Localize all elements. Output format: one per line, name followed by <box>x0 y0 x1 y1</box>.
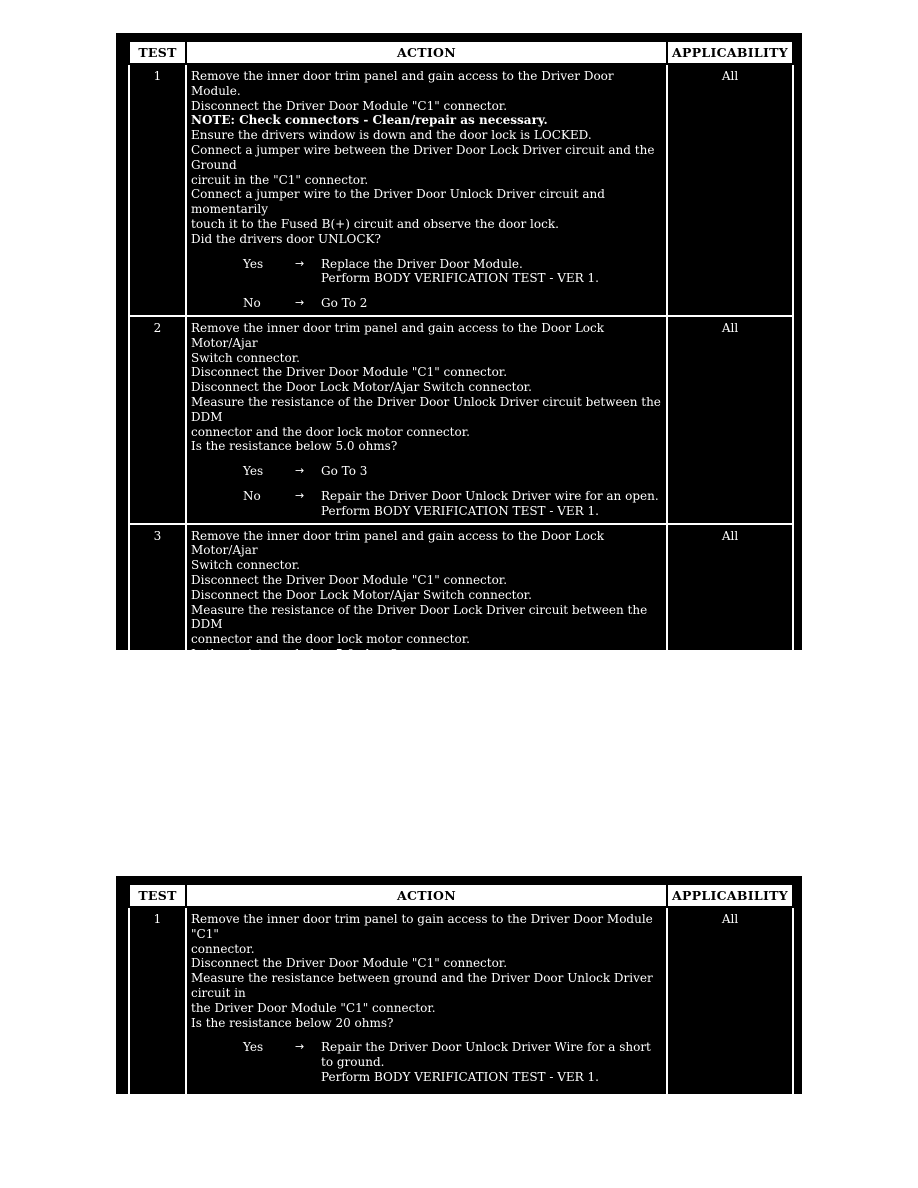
no-action: Repair the Driver Door Lock Driver wire for an open. <box>321 711 645 726</box>
table-row <box>129 316 793 524</box>
question-line: Did the drivers door UNLOCK? <box>191 231 381 246</box>
test-number: 3 <box>129 524 186 746</box>
arrow-icon: → <box>295 296 305 310</box>
table-header-row <box>129 884 793 907</box>
action-line: Measure the resistance between ground and the Driver Door Unlock Driver circuit in <box>191 971 653 1000</box>
action-line: touch it to the Fused B(+) circuit and observe the door lock. <box>191 216 559 231</box>
yes-response <box>243 672 662 702</box>
no-label: No <box>243 488 261 503</box>
action-cell <box>186 64 667 316</box>
action-line: Remove the inner door trim panel and gain access to the Door Lock Motor/Ajar <box>191 320 604 350</box>
action-line: Disconnect the Driver Door Module "C1" connector. <box>191 98 508 113</box>
applicability-cell: All <box>667 64 793 316</box>
table-row <box>129 907 793 1129</box>
test-table <box>128 883 794 1130</box>
table-row <box>129 524 793 746</box>
action-line: Connect a jumper wire between the Driver Door Lock Driver circuit and the Ground <box>191 142 655 172</box>
no-label: No <box>243 296 261 311</box>
yes-verification: Perform BODY VERIFICATION TEST - VER 1. <box>321 686 599 701</box>
applicability-cell: All <box>667 907 793 1129</box>
question-line: Is the resistance below 20 ohms? <box>191 1015 394 1030</box>
no-verification: Perform BODY VERIFICATION TEST - VER 1. <box>321 503 599 518</box>
yes-response <box>243 257 662 287</box>
action-line: Disconnect the Driver Door Module "C1" connector. <box>191 365 508 380</box>
yes-label: Yes <box>243 256 264 271</box>
arrow-icon: → <box>295 1094 305 1108</box>
action-line: Connect a jumper wire to the Driver Door Unlock Driver circuit and momentarily <box>191 187 605 217</box>
action-line: Disconnect the Door Lock Motor/Ajar Switch connector. <box>191 587 532 602</box>
action-line: Measure the resistance of the Driver Door Lock Driver circuit between the DDM <box>191 602 648 632</box>
action-line: Ensure the drivers window is down and the door lock is LOCKED. <box>191 128 592 143</box>
header-action: ACTION <box>186 884 667 907</box>
yes-action: Replace the Door Lock Motor. <box>321 671 504 686</box>
action-line: the Driver Door Module "C1" connector. <box>191 1000 436 1015</box>
arrow-icon: → <box>295 464 305 478</box>
arrow-icon: → <box>295 1040 305 1054</box>
no-response <box>243 296 662 311</box>
diagnostic-table-2 <box>116 876 802 1124</box>
yes-verification: Perform BODY VERIFICATION TEST - VER 1. <box>321 1069 599 1084</box>
yes-response <box>243 1040 662 1084</box>
header-applicability: APPLICABILITY <box>667 884 793 907</box>
applicability-cell: All <box>667 524 793 746</box>
action-cell <box>186 524 667 746</box>
no-label: No <box>243 1094 261 1109</box>
action-line: Disconnect the Driver Door Module "C1" connector. <box>191 572 508 587</box>
header-applicability: APPLICABILITY <box>667 41 793 64</box>
arrow-icon: → <box>295 711 305 725</box>
applicability-cell: All <box>667 316 793 524</box>
header-test: TEST <box>129 41 186 64</box>
yes-action: Repair the Driver Door Unlock Driver Wire for a short to ground. <box>321 1040 651 1070</box>
yes-label: Yes <box>243 464 264 479</box>
action-line: connector. <box>191 941 255 956</box>
question-line: Is the resistance below 5.0 ohms? <box>191 646 398 661</box>
yes-verification: Perform BODY VERIFICATION TEST - VER 1. <box>321 271 599 286</box>
action-line: Switch connector. <box>191 558 300 573</box>
test-number: 1 <box>129 64 186 316</box>
action-line: Disconnect the Driver Door Module "C1" connector. <box>191 956 508 971</box>
action-line: circuit in the "C1" connector. <box>191 172 369 187</box>
no-verification: Perform BODY VERIFICATION TEST - VER 1. <box>321 726 599 741</box>
no-response <box>243 711 662 741</box>
test-number: 1 <box>129 907 186 1129</box>
no-action: Repair the Driver Door Unlock Driver wire for an open. <box>321 488 659 503</box>
arrow-icon: → <box>295 488 305 502</box>
header-test: TEST <box>129 884 186 907</box>
test-number: 2 <box>129 316 186 524</box>
diagnostic-table-1 <box>116 33 802 741</box>
no-response <box>243 489 662 519</box>
arrow-icon: → <box>295 256 305 270</box>
table-header-row <box>129 41 793 64</box>
yes-response <box>243 464 662 479</box>
action-cell <box>186 907 667 1129</box>
yes-action: Replace the Driver Door Module. <box>321 256 523 271</box>
yes-label: Yes <box>243 671 264 686</box>
no-action: Go To 2 <box>321 296 368 311</box>
arrow-icon: → <box>295 671 305 685</box>
no-label: No <box>243 711 261 726</box>
action-line: Switch connector. <box>191 350 300 365</box>
note-line: NOTE: Check connectors - Clean/repair as necessary. <box>191 113 548 128</box>
action-line: connector and the door lock motor connector. <box>191 632 470 647</box>
test-table <box>128 40 794 747</box>
no-action: Replace the Driver Door Module <box>321 1094 520 1109</box>
header-action: ACTION <box>186 41 667 64</box>
action-cell <box>186 316 667 524</box>
action-line: Measure the resistance of the Driver Door Unlock Driver circuit between the DDM <box>191 394 661 424</box>
action-line: Remove the inner door trim panel and gain access to the Driver Door Module. <box>191 69 614 98</box>
action-line: Remove the inner door trim panel to gain access to the Driver Door Module "C1" <box>191 912 653 941</box>
action-line: connector and the door lock motor connector. <box>191 424 470 439</box>
yes-label: Yes <box>243 1040 264 1055</box>
no-response <box>243 1095 662 1125</box>
question-line: Is the resistance below 5.0 ohms? <box>191 439 398 454</box>
table-row <box>129 64 793 316</box>
no-verification: Perform BODY VERIFICATION TEST - VER 1. <box>321 1109 599 1124</box>
action-line: Remove the inner door trim panel and gain access to the Door Lock Motor/Ajar <box>191 528 604 558</box>
action-line: Disconnect the Door Lock Motor/Ajar Switch connector. <box>191 380 532 395</box>
yes-action: Go To 3 <box>321 464 368 479</box>
